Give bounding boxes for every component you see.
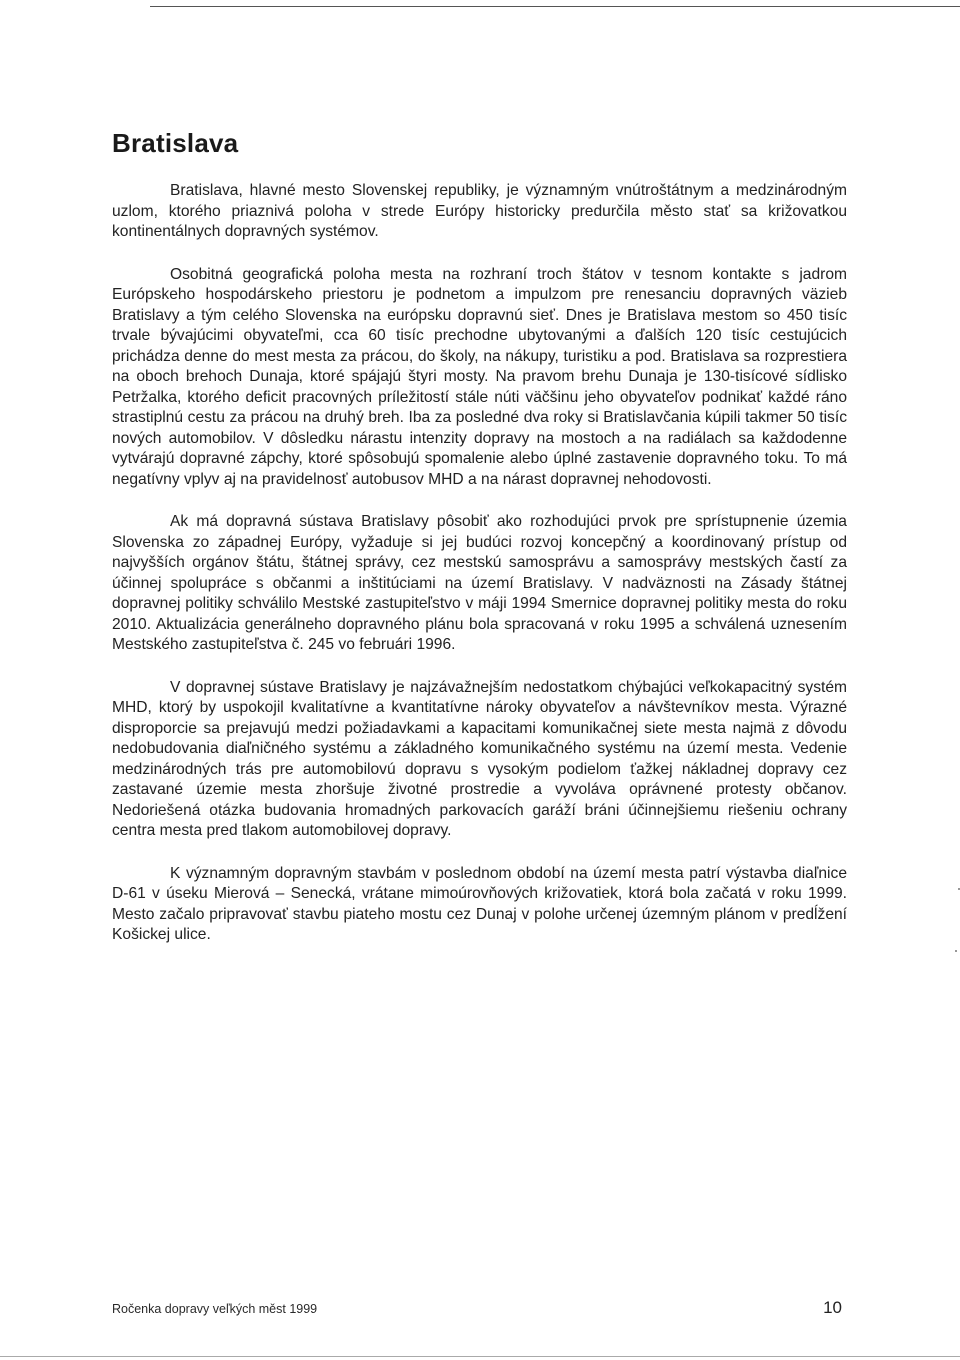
scan-mark (955, 950, 957, 952)
paragraph-deficiencies: V dopravnej sústave Bratislavy je najzávažnejším nedostatkom chýbajúci veľkokapacitný systém MHD, ktorý by uspokojil kvalitatívne a kvantitatívne nároky obyvateľov a návštevníkov mesta. Výrazné disproporcie sa prejavujú medzi požiadavkami a kapacitami komunikačnej siete mesta najmä z dôvodu nedobudovania diaľničného systému a základného komunikačného systému na území mesta. Vedenie medzinárodných trás pre automobilovú dopravu s vysokým podielom ťažkej nákladnej dopravy cez zastavané územie mesta zhoršuje životné prostredie a vyvoláva oprávnené protesty občanov. Nedoriešená otázka budovania hromadných parkovacích garáží bráni účinnejšiemu riešeniu ochrany centra mesta pred tlakom automobilovej dopravy. (112, 678, 847, 839)
page-number: 10 (823, 1298, 842, 1317)
bottom-border-line (0, 1356, 960, 1357)
page-footer (112, 1298, 842, 1322)
paragraph-policy: Ak má dopravná sústava Bratislavy pôsobiť ako rozhodujúci prvok pre sprístupnenie územia Slovenska zo západnej Európy, vyžaduje si jej budúci rozvoj koncepčný a koordinovaný prístup od najvyšších orgánov štátu, štátnej správy, cez mestskú samosprávu a samosprávy mestských častí za účinnej spolupráce s občanmi a inštitúciami na území Bratislavy. V nadväznosti na Zásady štátnej dopravnej politiky schválilo Mestské zastupiteľstvo v máji 1994 Smernice dopravnej politiky mesta do roku 2010. Aktualizácia generálneho dopravného plánu bola spracovaná v roku 1995 a schválená uznesením Mestského zastupiteľstva č. 245 vo februári 1996. (112, 513, 847, 653)
top-border-line (150, 6, 960, 7)
paragraph-constructions: K významným dopravným stavbám v poslednom období na území mesta patrí výstavba diaľnice D-61 v úseku Mierová – Senecká, vrátane mimoúrovňových križovatiek, ktorá bola začatá v roku 1999. Mesto začalo pripravovať stavbu piateho mostu cez Dunaj v polohe určenej územným plánom v predĺžení Košickej ulice. (112, 864, 847, 943)
document-body (112, 181, 847, 946)
page-title: Bratislava (112, 128, 239, 158)
paragraph-intro: Bratislava, hlavné mesto Slovenskej republiky, je významným vnútroštátnym a medzinárodným uzlom, ktorého priaznivá poloha v strede Európy historicky predurčila město stať sa križovatkou kontinentálnych dopravných systémov. (112, 182, 847, 240)
footer-publication-title: Ročenka dopravy veľkých měst 1999 (112, 1302, 318, 1316)
paragraph-geography: Osobitná geografická poloha mesta na rozhraní troch štátov v tesnom kontakte s jadrom Európskeho hospodárskeho priestoru je podnetom a impulzom pre renesanciu dopravných väzieb Bratislavy a tým celého Slovenska na európsku dopravnú sieť. Dnes je Bratislava mestom so 450 tisíc trvale bývajúcimi obyvateľmi, cca 60 tisíc prechodne ubytovanými a ďalších 120 tisíc cestujúcich prichádza denne do mest mesta za prácou, do školy, na nákupy, turistiku a pod. Bratislava sa rozprestiera na oboch brehoch Dunaja, ktoré spájajú štyri mosty. Na pravom brehu Dunaja je 130-tisícové sídlisko Petržalka, ktorého deficit pracovných príležitostí stále núti väčšinu jeho obyvateľov podnikať každé ráno strastiplnú cestu za prácou na druhý breh. Iba za posledné dva roky si Bratislavčania kúpili takmer 50 tisíc nových automobilov. V dôsledku nárastu intenzity dopravy na mostoch a na radiálach sa každodenne vytvárajú dopravné zápchy, ktoré spôsobujú spomalenie alebo úplné zastavenie dopravného toku. To má negatívny vplyv aj na pravidelnosť autobusov MHD a na nárast dopravnej nehodovosti. (112, 265, 847, 488)
